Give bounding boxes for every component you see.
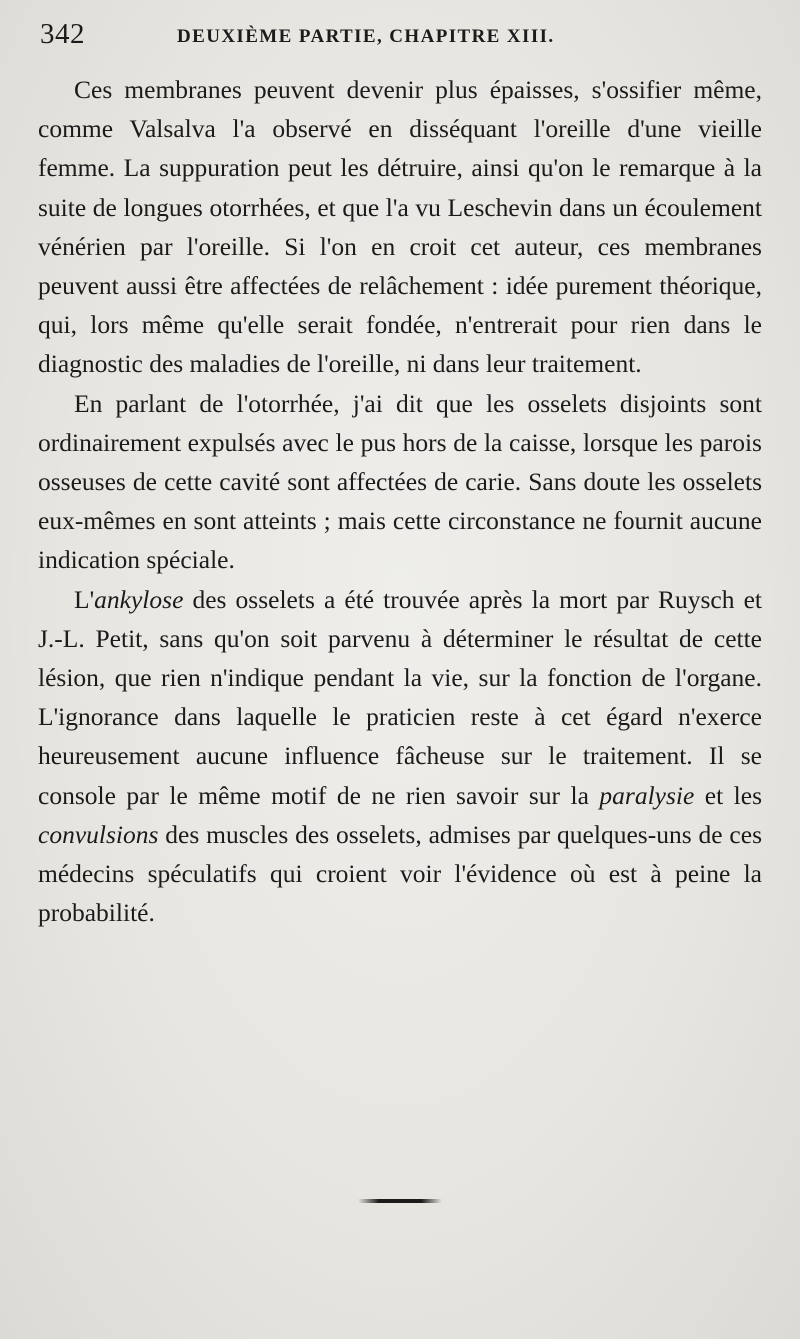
term-paralysie: paralysie — [599, 780, 695, 810]
term-convulsions: convulsions — [38, 819, 159, 849]
running-head: DEUXIÈME PARTIE, CHAPITRE XIII. — [177, 26, 555, 47]
paragraph-3-text-1: des osselets a été trouvée après la mort par Ruysch et J.-L. Petit, sans qu'on soit parvenu à déterminer le résultat de cette lésion, que rien n'indique pendant la vie, sur la fonction de l'organe. L'ignorance dans laquelle le praticien reste à cet égard n'exerce heureusement aucune influence fâcheuse sur le traitement. Il se console par le même motif de ne rien savoir sur la — [38, 584, 762, 810]
paragraph-3-text-2: et les — [694, 780, 762, 810]
paragraph-1: Ces membranes peuvent devenir plus épaisses, s'ossifier même, comme Valsalva l'a observé en disséquant l'oreille d'une vieille femme. La suppuration peut les détruire, ainsi qu'on le remarque à la suite de longues otorrhées, et que l'a vu Leschevin dans un écoulement vénérien par l'oreille. Si l'on en croit cet auteur, ces membranes peuvent aussi être affectées de relâchement : idée purement théorique, qui, lors même qu'elle serait fondée, n'entrerait pour rien dans le diagnostic des maladies de l'oreille, ni dans leur traitement. — [38, 75, 762, 379]
paragraph-3 — [38, 580, 762, 933]
page-header — [40, 18, 760, 52]
body-text — [38, 70, 762, 932]
paragraph-2: En parlant de l'otorrhée, j'ai dit que les osselets disjoints sont ordinairement expulsés avec le pus hors de la caisse, lorsque les parois osseuses de cette cavité sont affectées de carie. Sans doute les osselets eux-mêmes en sont atteints ; mais cette circonstance ne fournit aucune indication spéciale. — [38, 388, 762, 575]
section-end-rule — [358, 1199, 442, 1203]
term-ankylose: ankylose — [94, 584, 184, 614]
page-number: 342 — [40, 18, 85, 50]
paragraph-3-lead: L' — [74, 584, 95, 614]
paragraph-3-text-3: des muscles des osselets, admises par quelques-uns de ces médecins spéculatifs qui croient voir l'évidence où est à peine la probabilité. — [38, 819, 762, 928]
